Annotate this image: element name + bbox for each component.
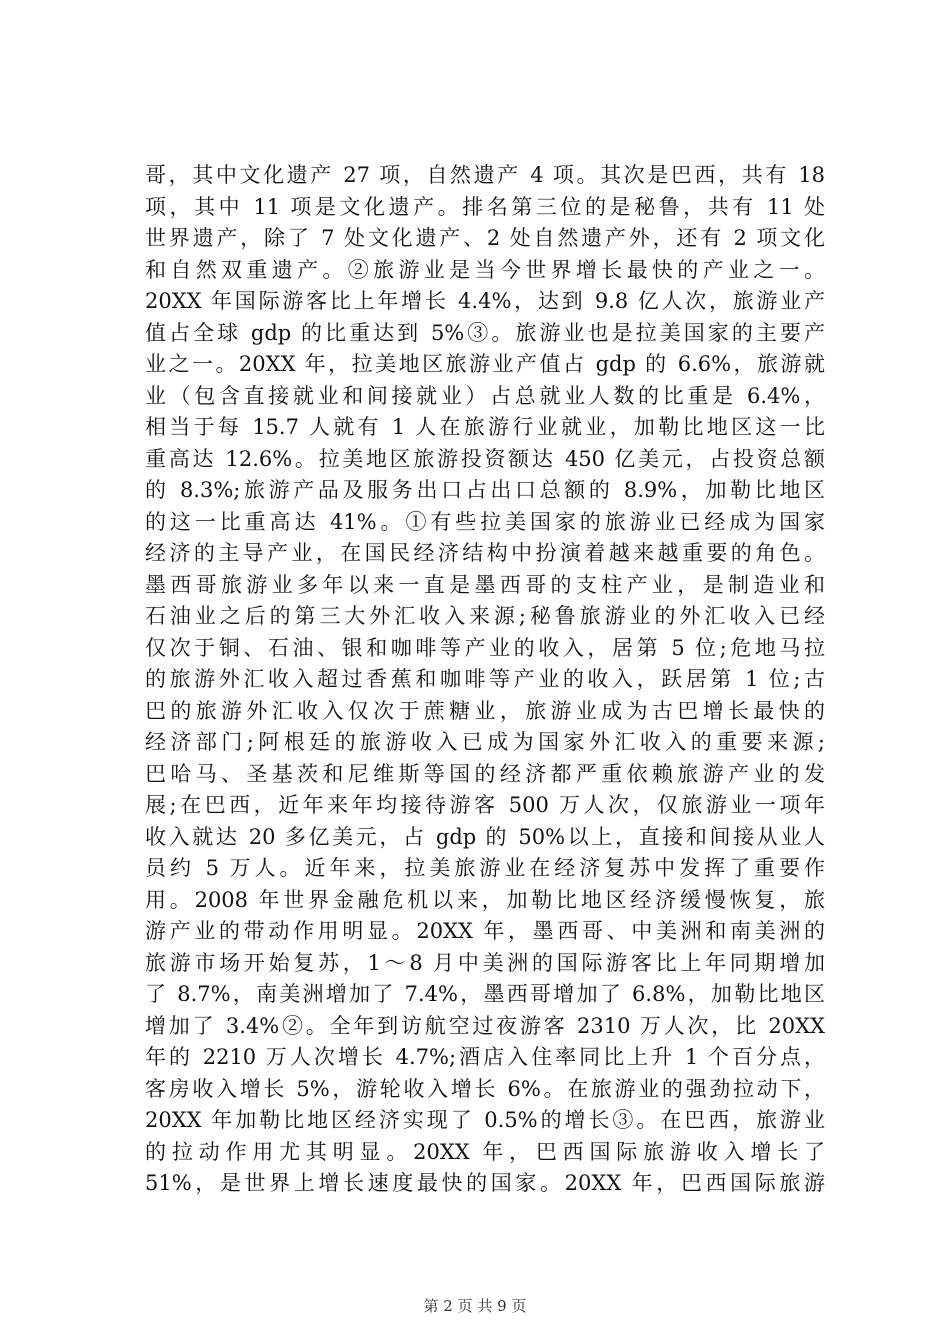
text-line: 石油业之后的第三大外汇收入来源;秘鲁旅游业的外汇收入已经 — [145, 604, 825, 628]
text-line: 重高达 12.6%。拉美地区旅游投资额达 450 亿美元，占投资总额 — [145, 446, 825, 471]
text-line: 51%，是世界上增长速度最快的国家。20XX 年，巴西国际旅游 — [145, 1171, 825, 1195]
text-line: 的这一比重高达 41%。①有些拉美国家的旅游业已经成为国家 — [145, 509, 825, 534]
text-line: 经济的主导产业，在国民经济结构中扮演着越来越重要的角色。 — [145, 541, 825, 565]
text-line: 的拉动作用尤其明显。20XX 年，巴西国际旅游收入增长了 — [145, 1139, 825, 1164]
text-line: 展;在巴西，近年来年均接待游客 500 万人次，仅旅游业一项年 — [145, 793, 825, 817]
text-line: 哥，其中文化遗产 27 项，自然遗产 4 项。其次是巴西，共有 18 — [145, 163, 825, 187]
text-line: 世界遗产，除了 7 处文化遗产、2 处自然遗产外，还有 2 项文化 — [145, 226, 825, 250]
text-line: 增加了 3.4%②。全年到访航空过夜游客 2310 万人次，比 20XX — [145, 1013, 825, 1038]
text-line: 的 8.3%;旅游产品及服务出口占出口总额的 8.9%，加勒比地区 — [145, 478, 825, 502]
text-line: 年的 2210 万人次增长 4.7%;酒店入住率同比上升 1 个百分点， — [145, 1045, 825, 1069]
text-line: 仅次于铜、石油、银和咖啡等产业的收入，居第 5 位;危地马拉 — [145, 635, 825, 660]
body-text — [145, 160, 825, 1200]
text-line: 经济部门;阿根廷的旅游收入已成为国家外汇收入的重要来源; — [145, 730, 825, 754]
text-line: 收入就达 20 多亿美元，占 gdp 的 50%以上，直接和间接从业人 — [145, 824, 825, 849]
text-line: 客房收入增长 5%，游轮收入增长 6%。在旅游业的强劲拉动下， — [145, 1076, 825, 1101]
text-line: 巴哈马、圣基茨和尼维斯等国的经济都严重依赖旅游产业的发 — [145, 761, 825, 786]
text-line: 20XX 年加勒比地区经济实现了 0.5%的增长③。在巴西，旅游业 — [145, 1108, 825, 1132]
text-line: 游产业的带动作用明显。20XX 年，墨西哥、中美洲和南美洲的 — [145, 919, 825, 943]
text-line: 相当于每 15.7 人就有 1 人在旅游行业就业，加勒比地区这一比 — [145, 415, 825, 439]
text-line: 员约 5 万人。近年来，拉美旅游业在经济复苏中发挥了重要作 — [145, 856, 825, 880]
text-line: 20XX 年国际游客比上年增长 4.4%，达到 9.8 亿人次，旅游业产 — [145, 289, 825, 313]
page-number-footer: 第 2 页 共 9 页 — [423, 1297, 527, 1315]
text-line: 业之一。20XX 年，拉美地区旅游业产值占 gdp 的 6.6%，旅游就 — [145, 352, 825, 376]
text-line: 和自然双重遗产。②旅游业是当今世界增长最快的产业之一。 — [145, 257, 825, 282]
text-line: 旅游市场开始复苏，1～8 月中美洲的国际游客比上年同期增加 — [145, 950, 825, 975]
text-line: 的旅游外汇收入超过香蕉和咖啡等产业的收入，跃居第 1 位;古 — [145, 667, 825, 691]
text-line: 业（包含直接就业和间接就业）占总就业人数的比重是 6.4%， — [145, 383, 825, 408]
text-line: 值占全球 gdp 的比重达到 5%③。旅游业也是拉美国家的主要产 — [145, 320, 825, 345]
text-line: 巴的旅游外汇收入仅次于蔗糖业，旅游业成为古巴增长最快的 — [145, 698, 825, 723]
text-line: 了 8.7%，南美洲增加了 7.4%，墨西哥增加了 6.8%，加勒比地区 — [145, 982, 825, 1006]
text-line: 墨西哥旅游业多年以来一直是墨西哥的支柱产业，是制造业和 — [145, 572, 825, 597]
text-line: 用。2008 年世界金融危机以来，加勒比地区经济缓慢恢复，旅 — [145, 887, 825, 912]
text-line: 项，其中 11 项是文化遗产。排名第三位的是秘鲁，共有 11 处 — [145, 194, 825, 219]
